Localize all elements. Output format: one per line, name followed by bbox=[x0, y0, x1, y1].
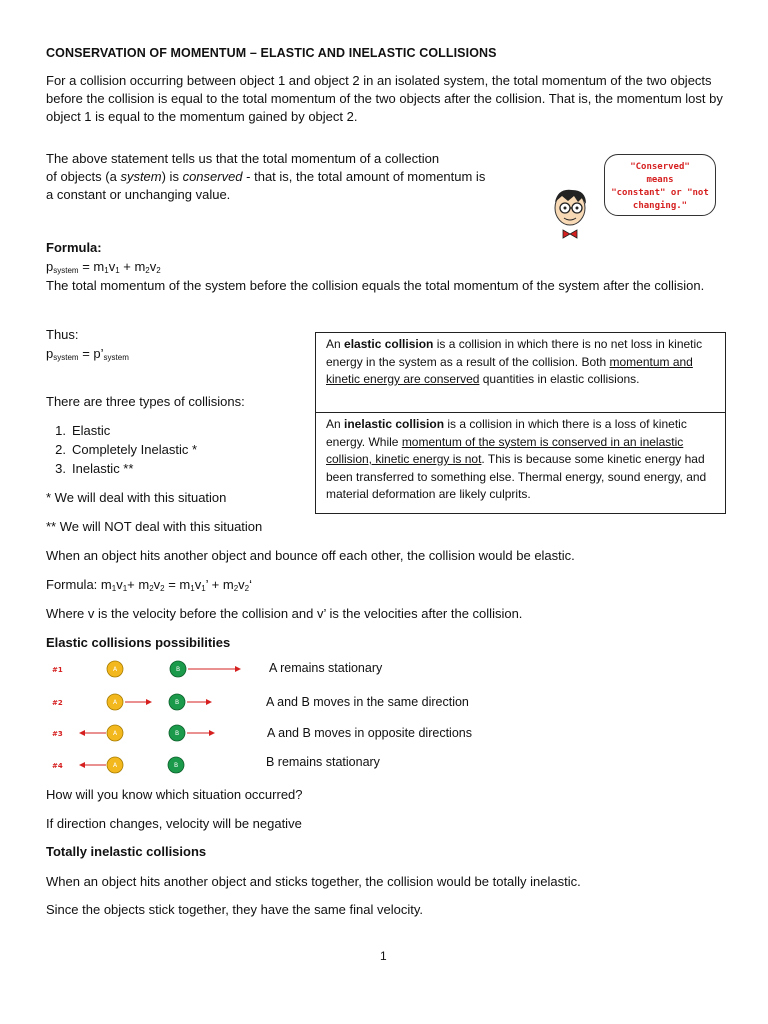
footnote-single-star: * We will deal with this situation bbox=[46, 490, 227, 505]
collision-diagram bbox=[46, 658, 256, 780]
elastic-collision-definition: An elastic collision is a collision in which there is no net loss in kinetic energy in the system as a result of the collision. Both momentum and kinetic energy are conserved quantities in elastic collisions. bbox=[315, 332, 726, 413]
situation-question: How will you know which situation occurred? bbox=[46, 787, 303, 802]
list-item: 1. Elastic bbox=[55, 423, 111, 438]
svg-text:A: A bbox=[113, 666, 118, 673]
possibility-2-desc: A and B moves in the same direction bbox=[266, 695, 469, 709]
svg-text:A: A bbox=[113, 699, 118, 706]
svg-text:B: B bbox=[174, 762, 179, 769]
page-number: 1 bbox=[380, 949, 387, 963]
thus-label: Thus: bbox=[46, 327, 79, 342]
collision-types-list bbox=[44, 421, 197, 478]
speech-bubble: "Conserved" means "constant" or "not changing." bbox=[604, 154, 716, 216]
situation-answer: If direction changes, velocity will be negative bbox=[46, 816, 302, 831]
possibility-3-desc: A and B moves in opposite directions bbox=[267, 726, 472, 740]
conserved-paragraph: The above statement tells us that the total momentum of a collection of objects (a system) is conserved - that is, the total amount of momentum is a constant or unchanging value. bbox=[46, 151, 486, 202]
possibility-4-desc: B remains stationary bbox=[266, 755, 380, 769]
list-item: 2. Completely Inelastic * bbox=[55, 442, 197, 457]
intro-paragraph: For a collision occurring between object 1 and object 2 in an isolated system, the total momentum of the two objects before the collision is equal to the total momentum of the two objects after the collision. That is, the momentum lost by object 1 is equal to the momentum gained by object 2. bbox=[46, 73, 723, 124]
page-title: CONSERVATION OF MOMENTUM – ELASTIC AND INELASTIC COLLISIONS bbox=[46, 46, 497, 60]
velocity-definition: Where v is the velocity before the collision and v’ is the velocities after the collision. bbox=[46, 606, 523, 621]
totally-inelastic-text-1: When an object hits another object and sticks together, the collision would be totally inelastic. bbox=[46, 874, 581, 889]
list-item: 3. Inelastic ** bbox=[55, 461, 134, 476]
momentum-formula: $p_{system} = m_1v_1 + m_2v_2$ bbox=[46, 259, 161, 275]
svg-text:A: A bbox=[113, 762, 118, 769]
svg-text:A: A bbox=[113, 730, 118, 737]
row-label: #1 bbox=[52, 666, 63, 674]
possibilities-heading: Elastic collisions possibilities bbox=[46, 635, 231, 650]
conservation-equation: $p_{system}$ = $p’_{system}$ bbox=[46, 346, 129, 362]
row-label: #3 bbox=[52, 730, 63, 738]
elastic-explanation: When an object hits another object and bounce off each other, the collision would be elastic. bbox=[46, 548, 575, 563]
possibility-1-desc: A remains stationary bbox=[269, 661, 383, 675]
formula-explanation: The total momentum of the system before the collision equals the total momentum of the system after the collision. bbox=[46, 278, 705, 293]
isolated-system-term: isolated system bbox=[395, 73, 485, 88]
collision-types-intro: There are three types of collisions: bbox=[46, 394, 245, 409]
footnote-double-star: ** We will NOT deal with this situation bbox=[46, 519, 263, 534]
row-label: #4 bbox=[52, 762, 63, 770]
totally-inelastic-text-2: Since the objects stick together, they have the same final velocity. bbox=[46, 902, 423, 917]
inelastic-collision-definition: An inelastic collision is a collision in which there is a loss of kinetic energy. While momentum of the system is conserved in an inelastic collision, kinetic energy is not. This is because some kinetic energy had been transferred to something else. Thermal energy, sound energy, and material deformation are likely culprits. bbox=[315, 412, 726, 514]
elastic-formula: Formula: $m_1v_1+ m_2v_2 = m_1v_1$’ + $m_2v_2‘$ bbox=[46, 577, 253, 593]
totally-inelastic-heading: Totally inelastic collisions bbox=[46, 844, 207, 859]
formula-heading: Formula: bbox=[46, 240, 102, 255]
cartoon-scientist-icon bbox=[548, 186, 594, 246]
svg-text:B: B bbox=[175, 699, 180, 706]
svg-text:B: B bbox=[175, 730, 180, 737]
row-label: #2 bbox=[52, 699, 63, 707]
svg-text:B: B bbox=[176, 666, 181, 673]
